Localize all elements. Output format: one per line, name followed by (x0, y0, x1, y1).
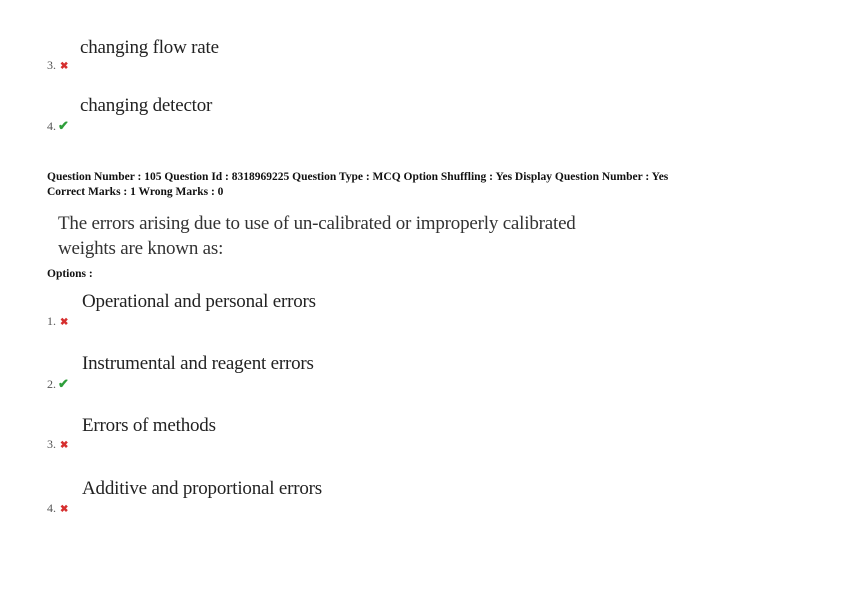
option-1-number-row (47, 314, 68, 329)
option-3-text: Errors of methods (82, 415, 216, 436)
question-meta-line2: Correct Marks : 1 Wrong Marks : 0 (47, 186, 224, 198)
question-meta-line1: Question Number : 105 Question Id : 8318969225 Question Type : MCQ Option Shuffling : Yes Display Question Number : Yes (47, 171, 669, 183)
prev-option-3-number-row (47, 58, 68, 73)
prev-option-4-number: 4. (47, 119, 56, 133)
correct-check-icon: ✔ (58, 118, 69, 133)
wrong-mark-icon: ✖ (60, 317, 69, 328)
question-text (58, 211, 576, 261)
option-3-number-row (47, 437, 68, 452)
wrong-mark-icon: ✖ (60, 440, 69, 451)
option-4-text: Additive and proportional errors (82, 478, 323, 499)
prev-option-3-number: 3. (47, 58, 56, 72)
prev-option-3-text: changing flow rate (80, 37, 219, 58)
wrong-mark-icon: ✖ (60, 504, 69, 515)
option-1-number: 1. (47, 314, 56, 328)
option-1-text: Operational and personal errors (82, 291, 316, 312)
prev-option-4-number-row (47, 118, 69, 134)
option-2-text: Instrumental and reagent errors (82, 353, 314, 374)
correct-check-icon: ✔ (58, 376, 69, 391)
question-text-line1: The errors arising due to use of un-calibrated or improperly calibrated (58, 213, 576, 234)
option-2-number: 2. (47, 377, 56, 391)
question-text-line2: weights are known as: (58, 238, 224, 259)
option-4-number: 4. (47, 501, 56, 515)
option-2-number-row (47, 376, 69, 392)
option-3-number: 3. (47, 437, 56, 451)
prev-option-4-text: changing detector (80, 95, 213, 116)
option-4-number-row (47, 501, 68, 516)
wrong-mark-icon: ✖ (60, 61, 69, 72)
options-label: Options : (47, 268, 93, 280)
